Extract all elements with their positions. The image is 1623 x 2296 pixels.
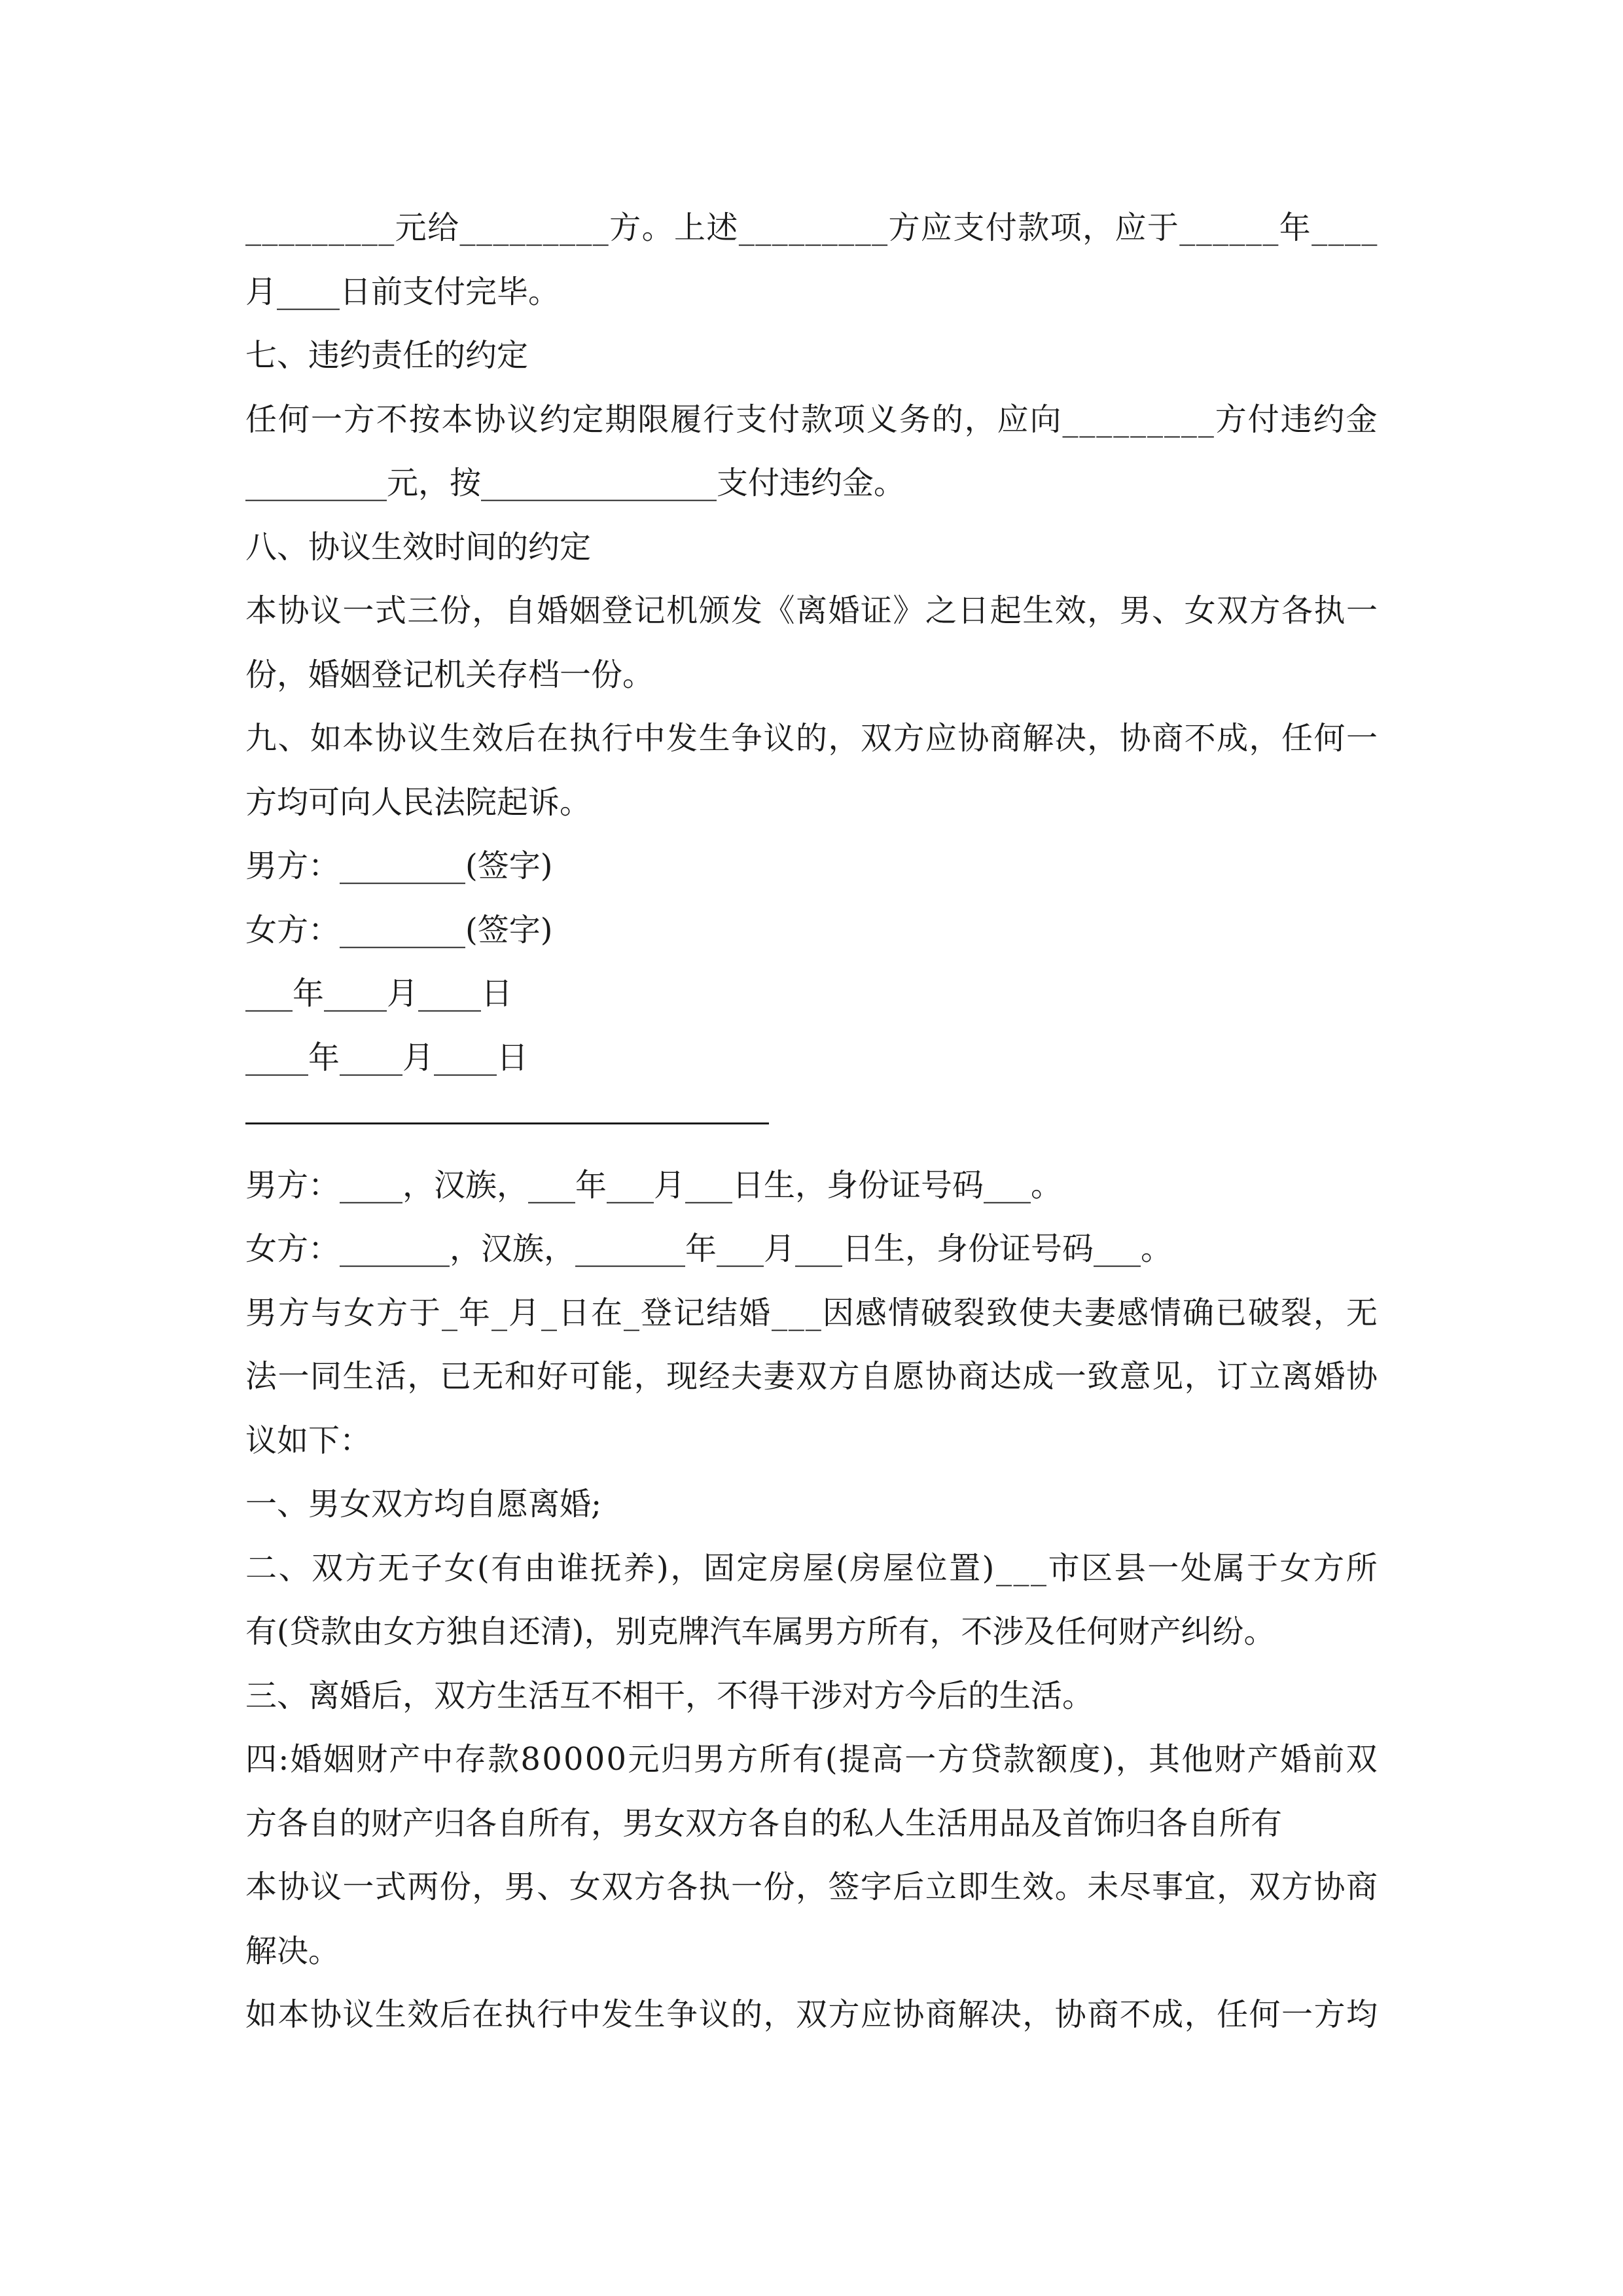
text-line: 男 方 与 女 方 于 _ 年 _ 月 _ 日 在 _ 登 记 结 婚 _ _ _ 因 感 情 破 裂 致 使 夫 妻 感 情 确 已 破 裂 ， 无 xyxy=(245,1294,1378,1331)
text-line: 议如下： xyxy=(245,1422,372,1459)
section-separator xyxy=(245,1090,1378,1154)
female-signature-line: 女方：________(签字) xyxy=(245,911,553,948)
text-line: 方各自的财产归各自所有，男女双方各自的私人生活用品及首饰归各自所有 xyxy=(245,1804,1283,1842)
text-line: 法 一 同 生 活 ， 已 无 和 好 可 能 ， 现 经 夫 妻 双 方 自 愿 协 商 达 成 一 致 意 见 ， 订 立 离 婚 协 xyxy=(245,1358,1378,1395)
text-line: 任 何 一 方 不 按 本 协 议 约 定 期 限 履 行 支 付 款 项 义 务 的 ， 应 向 _ _ _ _ _ _ _ _ _ 方 付 违 约 金 xyxy=(245,401,1378,438)
text-line: _ _ _ _ _ _ _ _ _ 元 给 _ _ _ _ _ _ _ _ _ 方 。 上 述 _ _ _ _ _ _ _ _ _ 方 应 支 付 款 项 ， 应 于 _ _ _ _ _ _ 年 _ _ _ _ xyxy=(245,209,1378,246)
text-line: 有(贷款由女方独自还清)，别克牌汽车属男方所有，不涉及任何财产纠纷。 xyxy=(245,1613,1275,1650)
date-line: ___年____月____日 xyxy=(245,975,513,1012)
text-line: 解决。 xyxy=(245,1932,340,1969)
text-line: 本 协 议 一 式 两 份 ， 男 、 女 双 方 各 执 一 份 ， 签 字 后 立 即 生 效 。 未 尽 事 宜 ， 双 方 协 商 xyxy=(245,1869,1378,1905)
date-line: ____年____月____日 xyxy=(245,1039,529,1076)
text-line: 如 本 协 议 生 效 后 在 执 行 中 发 生 争 议 的 ， 双 方 应 协 商 解 决 ， 协 商 不 成 ， 任 何 一 方 均 xyxy=(245,1996,1378,2033)
clause-line: 四 : 婚 姻 财 产 中 存 款 8 0 0 0 0 元 归 男 方 所 有 ( 提 高 一 方 贷 款 额 度 ) ， 其 他 财 产 婚 前 双 xyxy=(245,1741,1378,1778)
section-heading: 七、违约责任的约定 xyxy=(245,337,529,374)
male-party-info: 男方：____，汉族，___年___月___日生，身份证号码___。 xyxy=(245,1166,1063,1204)
text-line: 月____日前支付完毕。 xyxy=(245,273,560,310)
text-line: 本 协 议 一 式 三 份 ， 自 婚 姻 登 记 机 颁 发 《 离 婚 证 》 之 日 起 生 效 ， 男 、 女 双 方 各 执 一 xyxy=(245,592,1378,629)
agreement-text xyxy=(245,196,1378,2047)
text-line: 方均可向人民法院起诉。 xyxy=(245,783,592,821)
text-line: 份，婚姻登记机关存档一份。 xyxy=(245,656,654,693)
section-heading: 八、协议生效时间的约定 xyxy=(245,528,592,565)
clause-line: 二 、 双 方 无 子 女 ( 有 由 谁 抚 养 ) ， 固 定 房 屋 ( 房 屋 位 置 ) _ _ _ 市 区 县 一 处 属 于 女 方 所 xyxy=(245,1549,1378,1587)
clause-line: 一、男女双方均自愿离婚; xyxy=(245,1486,602,1522)
clause-line: 三、离婚后，双方生活互不相干，不得干涉对方今后的生活。 xyxy=(245,1677,1094,1714)
male-signature-line: 男方：________(签字) xyxy=(245,848,553,884)
female-party-info: 女方：_______，汉族，_______年___月___日生，身份证号码___。 xyxy=(245,1230,1173,1267)
text-line: 九 、 如 本 协 议 生 效 后 在 执 行 中 发 生 争 议 的 ， 双 方 应 协 商 解 决 ， 协 商 不 成 ， 任 何 一 xyxy=(245,720,1378,757)
text-line: _________元，按_______________支付违约金。 xyxy=(245,465,906,501)
